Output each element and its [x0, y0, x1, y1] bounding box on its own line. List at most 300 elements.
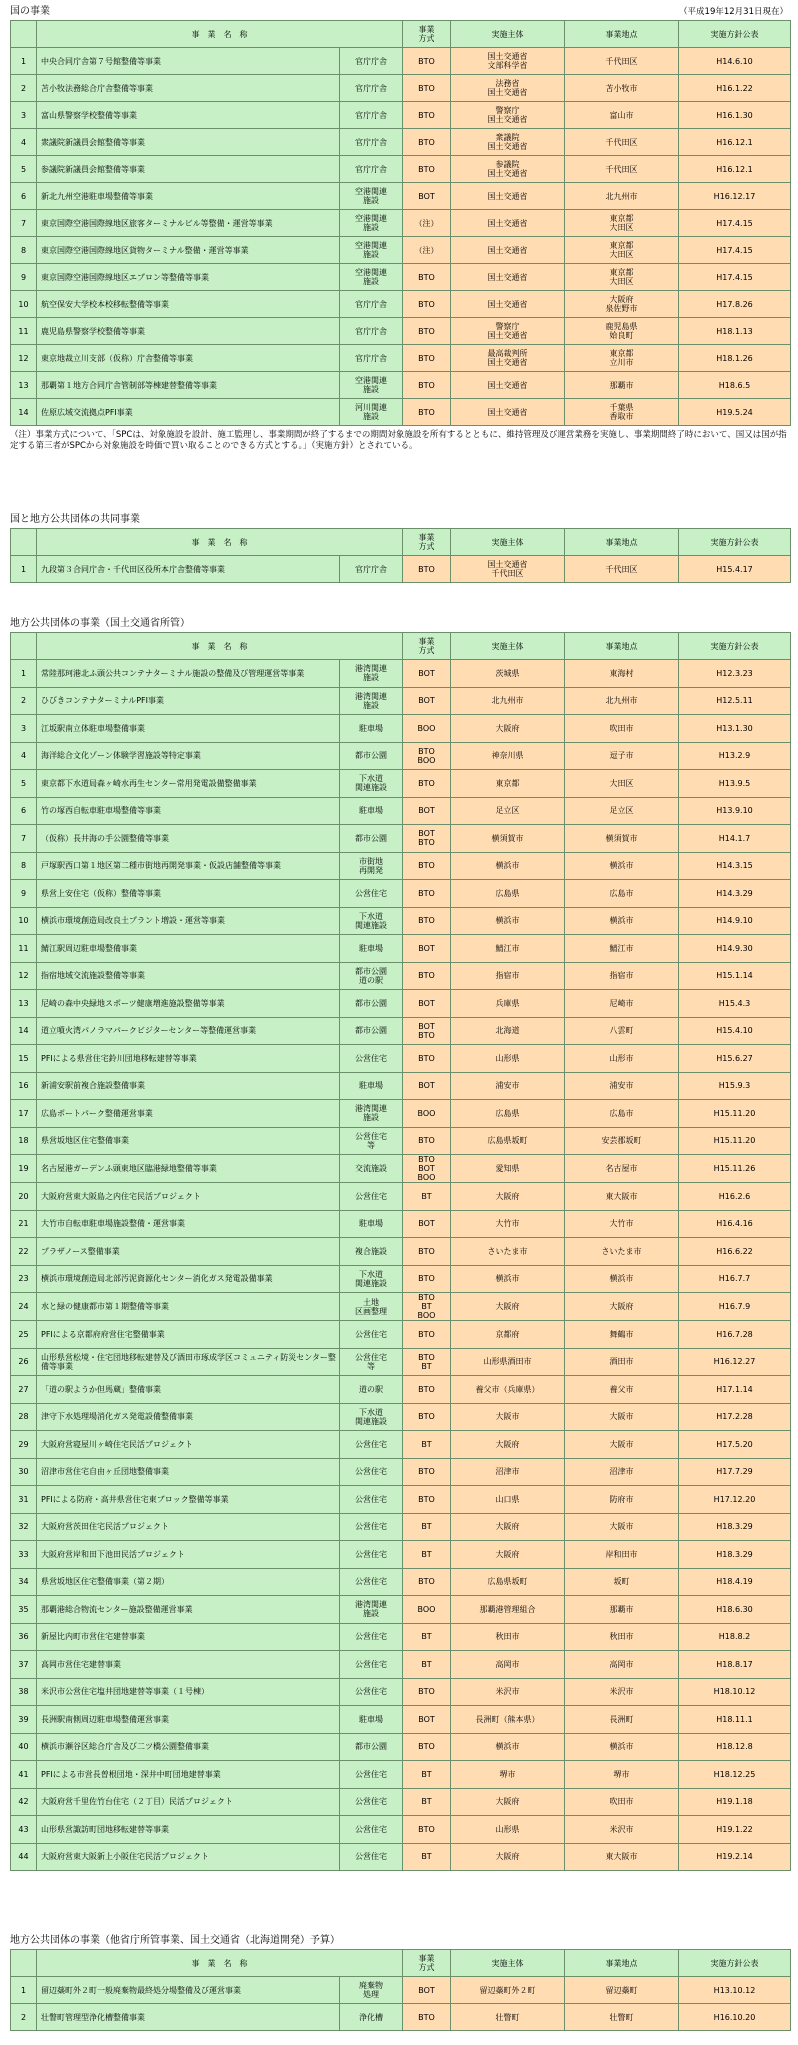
- project-name: 大阪府営茨田住宅民活プロジェクト: [37, 1513, 340, 1541]
- method: BT: [403, 1623, 451, 1651]
- project-name: 富山県警察学校整備等事業: [37, 102, 340, 129]
- row-number: 41: [11, 1761, 37, 1789]
- implementing-body: さいたま市: [451, 1238, 565, 1266]
- category: 公営住宅 等: [340, 1127, 403, 1155]
- row-number: 18: [11, 1127, 37, 1155]
- location: 堺市: [565, 1761, 679, 1789]
- header-name: 事 業 名 称: [37, 633, 403, 660]
- announce-date: H14.1.7: [679, 825, 791, 853]
- method: BTO: [403, 1678, 451, 1706]
- method: BTO: [403, 318, 451, 345]
- implementing-body: 広島県: [451, 880, 565, 908]
- method: BTO: [403, 1486, 451, 1514]
- location: 東京都 大田区: [565, 210, 679, 237]
- table-row: [11, 1127, 791, 1155]
- table-row: [11, 156, 791, 183]
- location: 長洲町: [565, 1706, 679, 1734]
- implementing-body: 北海道: [451, 1017, 565, 1045]
- row-number: 9: [11, 880, 37, 908]
- implementing-body: 参議院 国土交通省: [451, 156, 565, 183]
- header-place: 事業地点: [565, 529, 679, 556]
- header-body: 実施主体: [451, 21, 565, 48]
- location: 沼津市: [565, 1458, 679, 1486]
- location: 山形市: [565, 1045, 679, 1073]
- location: 米沢市: [565, 1816, 679, 1844]
- location: 吹田市: [565, 715, 679, 743]
- implementing-body: 大阪府: [451, 1431, 565, 1459]
- location: 千代田区: [565, 129, 679, 156]
- method: BTO: [403, 75, 451, 102]
- announce-date: H15.4.17: [679, 556, 791, 583]
- implementing-body: 指宿市: [451, 962, 565, 990]
- category: 土地 区画整理: [340, 1293, 403, 1321]
- method: BOO: [403, 715, 451, 743]
- project-name: 指宿地域交流施設整備等事業: [37, 962, 340, 990]
- announce-date: H18.10.12: [679, 1678, 791, 1706]
- announce-date: H13.9.5: [679, 770, 791, 798]
- row-number: 4: [11, 129, 37, 156]
- header-name: 事 業 名 称: [37, 21, 403, 48]
- announce-date: H15.4.3: [679, 990, 791, 1018]
- national-section: [0, 4, 798, 452]
- location: 坂町: [565, 1568, 679, 1596]
- location: 吹田市: [565, 1788, 679, 1816]
- table-row: [11, 399, 791, 426]
- location: 八雲町: [565, 1017, 679, 1045]
- method: BOT BTO: [403, 825, 451, 853]
- section-title: [0, 512, 798, 528]
- location: 岸和田市: [565, 1541, 679, 1569]
- implementing-body: 堺市: [451, 1761, 565, 1789]
- category: 駐車場: [340, 1072, 403, 1100]
- project-name: 戸塚駅西口第１地区第二種市街地再開発事業・仮設店舗整備等事業: [37, 852, 340, 880]
- row-number: 38: [11, 1678, 37, 1706]
- project-name: 鹿児島県警察学校整備等事業: [37, 318, 340, 345]
- location: 北九州市: [565, 183, 679, 210]
- method: BOT: [403, 797, 451, 825]
- row-number: 6: [11, 183, 37, 210]
- implementing-body: 鯖江市: [451, 935, 565, 963]
- method: BTO: [403, 556, 451, 583]
- method: BOT: [403, 1706, 451, 1734]
- table-row: [11, 183, 791, 210]
- national-table: [10, 20, 791, 426]
- announce-date: H16.2.6: [679, 1183, 791, 1211]
- table-row: [11, 825, 791, 853]
- row-number: 2: [11, 2004, 37, 2031]
- method: BTO BT BOO: [403, 1293, 451, 1321]
- row-number: 33: [11, 1541, 37, 1569]
- table-row: [11, 1321, 791, 1349]
- table-row: [11, 1017, 791, 1045]
- category: 官庁庁舎: [340, 75, 403, 102]
- announce-date: H16.6.22: [679, 1238, 791, 1266]
- implementing-body: 京都府: [451, 1321, 565, 1349]
- project-name: 東京地裁立川支部（仮称）庁舎整備等事業: [37, 345, 340, 372]
- header-method: 事業 方式: [403, 1950, 451, 1977]
- row-number: 24: [11, 1293, 37, 1321]
- row-number: 21: [11, 1210, 37, 1238]
- location: 留辺蘂町: [565, 1977, 679, 2004]
- table-row: [11, 48, 791, 75]
- project-name: 苫小牧法務総合庁舎整備等事業: [37, 75, 340, 102]
- category: 公営住宅: [340, 1431, 403, 1459]
- method: BOT: [403, 660, 451, 688]
- method: BT: [403, 1541, 451, 1569]
- location: 横浜市: [565, 907, 679, 935]
- location: 千葉県 香取市: [565, 399, 679, 426]
- method: BTO: [403, 372, 451, 399]
- method: BOT: [403, 183, 451, 210]
- category: 都市公園: [340, 990, 403, 1018]
- joint-title: 国と地方公共団体の共同事業: [10, 514, 140, 525]
- table-row: [11, 291, 791, 318]
- implementing-body: 国土交通省: [451, 399, 565, 426]
- project-name: 山形県営松境・住宅団地移転建替及び酒田市琢成学区コミュニティ防災センター整備等事業: [37, 1348, 340, 1376]
- row-number: 14: [11, 1017, 37, 1045]
- implementing-body: 国土交通省 文部科学省: [451, 48, 565, 75]
- location: 舞鶴市: [565, 1321, 679, 1349]
- row-number: 36: [11, 1623, 37, 1651]
- table-row: [11, 1376, 791, 1404]
- location: 大阪市: [565, 1513, 679, 1541]
- location: 横須賀市: [565, 825, 679, 853]
- category: 官庁庁舎: [340, 102, 403, 129]
- category: 都市公園: [340, 1017, 403, 1045]
- category: 官庁庁舎: [340, 129, 403, 156]
- project-name: 中央合同庁舎第７号館整備等事業: [37, 48, 340, 75]
- category: 公営住宅: [340, 1788, 403, 1816]
- row-number: 43: [11, 1816, 37, 1844]
- location: 東京都 大田区: [565, 264, 679, 291]
- row-number: 19: [11, 1155, 37, 1183]
- announce-date: H18.11.1: [679, 1706, 791, 1734]
- category: 官庁庁舎: [340, 345, 403, 372]
- category: 空港関連 施設: [340, 372, 403, 399]
- row-number: 5: [11, 156, 37, 183]
- location: 大田区: [565, 770, 679, 798]
- table-row: [11, 852, 791, 880]
- table-header: [11, 1950, 791, 1977]
- row-number: 7: [11, 210, 37, 237]
- implementing-body: 東京都: [451, 770, 565, 798]
- method: BTO: [403, 852, 451, 880]
- location: 広島市: [565, 1100, 679, 1128]
- project-name: （仮称）長井海の手公園整備等事業: [37, 825, 340, 853]
- project-name: 広島ポートパーク整備運営事業: [37, 1100, 340, 1128]
- table-row: [11, 907, 791, 935]
- category: 都市公園: [340, 742, 403, 770]
- announce-date: H14.9.10: [679, 907, 791, 935]
- table-row: [11, 372, 791, 399]
- category: 公営住宅: [340, 1623, 403, 1651]
- header-body: 実施主体: [451, 529, 565, 556]
- table-row: [11, 75, 791, 102]
- row-number: 11: [11, 935, 37, 963]
- category: 公営住宅: [340, 1761, 403, 1789]
- implementing-body: 秋田市: [451, 1623, 565, 1651]
- project-name: 壮瞥町管理型浄化槽整備事業: [37, 2004, 340, 2031]
- project-name: 大阪府営東大阪新上小阪住宅民活プロジェクト: [37, 1843, 340, 1871]
- project-name: 横浜市瀬谷区総合庁舎及び二ツ橋公園整備事業: [37, 1733, 340, 1761]
- row-number: 9: [11, 264, 37, 291]
- category: 公営住宅: [340, 1541, 403, 1569]
- category: 空港関連 施設: [340, 210, 403, 237]
- announce-date: H17.4.15: [679, 264, 791, 291]
- header-no: [11, 529, 37, 556]
- project-name: 那覇第１地方合同庁舎管制部等棟建替整備等事業: [37, 372, 340, 399]
- method: BTO: [403, 1568, 451, 1596]
- project-name: ひびきコンテナターミナルPFI事業: [37, 687, 340, 715]
- row-number: 1: [11, 1977, 37, 2004]
- project-name: 鯖江駅周辺駐車場整備事業: [37, 935, 340, 963]
- announce-date: H16.7.9: [679, 1293, 791, 1321]
- announce-date: H14.6.10: [679, 48, 791, 75]
- table-row: [11, 742, 791, 770]
- table-row: [11, 264, 791, 291]
- method: BT: [403, 1183, 451, 1211]
- header-date: 実施方針公表: [679, 529, 791, 556]
- location: 鯖江市: [565, 935, 679, 963]
- method: BTO: [403, 880, 451, 908]
- method: BTO: [403, 399, 451, 426]
- project-name: 県営坂地区住宅整備事業（第２期）: [37, 1568, 340, 1596]
- method: BTO: [403, 1403, 451, 1431]
- announce-date: H15.1.14: [679, 962, 791, 990]
- category: 公営住宅: [340, 1678, 403, 1706]
- header-no: [11, 21, 37, 48]
- row-number: 37: [11, 1651, 37, 1679]
- table-row: [11, 1072, 791, 1100]
- table-row: [11, 990, 791, 1018]
- row-number: 3: [11, 715, 37, 743]
- location: 足立区: [565, 797, 679, 825]
- category: 公営住宅: [340, 1045, 403, 1073]
- category: 下水道 関連施設: [340, 770, 403, 798]
- announce-date: H16.12.1: [679, 129, 791, 156]
- category: 官庁庁舎: [340, 48, 403, 75]
- implementing-body: 山形県: [451, 1045, 565, 1073]
- implementing-body: 壮瞥町: [451, 2004, 565, 2031]
- category: 公営住宅 等: [340, 1348, 403, 1376]
- project-name: 東京都下水道局森ヶ崎水再生センター常用発電設備整備事業: [37, 770, 340, 798]
- implementing-body: 大阪府: [451, 1788, 565, 1816]
- announce-date: H19.5.24: [679, 399, 791, 426]
- row-number: 2: [11, 75, 37, 102]
- implementing-body: 神奈川県: [451, 742, 565, 770]
- row-number: 27: [11, 1376, 37, 1404]
- implementing-body: 那覇港管理組合: [451, 1596, 565, 1624]
- category: 官庁庁舎: [340, 556, 403, 583]
- table-row: [11, 687, 791, 715]
- table-row: [11, 210, 791, 237]
- location: 鹿児島県 姶良町: [565, 318, 679, 345]
- category: 公営住宅: [340, 1651, 403, 1679]
- table-header: [11, 21, 791, 48]
- announce-date: H18.1.13: [679, 318, 791, 345]
- project-name: 東京国際空港国際線地区エプロン等整備等事業: [37, 264, 340, 291]
- method: BOT: [403, 687, 451, 715]
- table-row: [11, 129, 791, 156]
- category: 公営住宅: [340, 1843, 403, 1871]
- row-number: 3: [11, 102, 37, 129]
- table-row: [11, 660, 791, 688]
- announce-date: H17.8.26: [679, 291, 791, 318]
- row-number: 6: [11, 797, 37, 825]
- location: 苫小牧市: [565, 75, 679, 102]
- method: BTO BOT BOO: [403, 1155, 451, 1183]
- category: 廃棄物 処理: [340, 1977, 403, 2004]
- project-name: 高岡市営住宅建替事業: [37, 1651, 340, 1679]
- category: 公営住宅: [340, 1568, 403, 1596]
- header-name: 事 業 名 称: [37, 1950, 403, 1977]
- category: 港湾関連 施設: [340, 1100, 403, 1128]
- project-name: 名古屋港ガーデンふ頭東地区臨港緑地整備等事業: [37, 1155, 340, 1183]
- location: 大阪府: [565, 1293, 679, 1321]
- method: BTO: [403, 1045, 451, 1073]
- row-number: 44: [11, 1843, 37, 1871]
- method: BT: [403, 1843, 451, 1871]
- project-name: 県営上安住宅（仮称）整備等事業: [37, 880, 340, 908]
- method: BT: [403, 1651, 451, 1679]
- row-number: 13: [11, 372, 37, 399]
- announce-date: H19.1.18: [679, 1788, 791, 1816]
- local-title: 地方公共団体の事業（国土交通省所管）: [10, 618, 190, 629]
- implementing-body: 国土交通省 千代田区: [451, 556, 565, 583]
- category: 官庁庁舎: [340, 156, 403, 183]
- project-name: 大阪府営寝屋川ヶ崎住宅民活プロジェクト: [37, 1431, 340, 1459]
- announce-date: H19.1.22: [679, 1816, 791, 1844]
- implementing-body: 警察庁 国土交通省: [451, 102, 565, 129]
- row-number: 7: [11, 825, 37, 853]
- row-number: 32: [11, 1513, 37, 1541]
- implementing-body: 横浜市: [451, 852, 565, 880]
- project-name: 大阪府営千里佐竹台住宅（２丁目）民活プロジェクト: [37, 1788, 340, 1816]
- announce-date: H18.6.30: [679, 1596, 791, 1624]
- table-row: [11, 1403, 791, 1431]
- announce-date: H16.4.16: [679, 1210, 791, 1238]
- row-number: 1: [11, 660, 37, 688]
- implementing-body: 山形県: [451, 1816, 565, 1844]
- table-row: [11, 1486, 791, 1514]
- implementing-body: 山口県: [451, 1486, 565, 1514]
- table-row: [11, 1045, 791, 1073]
- category: 公営住宅: [340, 1486, 403, 1514]
- implementing-body: 大阪府: [451, 715, 565, 743]
- announce-date: H15.11.20: [679, 1127, 791, 1155]
- category: 空港関連 施設: [340, 237, 403, 264]
- location: 指宿市: [565, 962, 679, 990]
- table-row: [11, 1458, 791, 1486]
- project-name: 米沢市公営住宅塩井団地建替等事業（１号棟）: [37, 1678, 340, 1706]
- row-number: 26: [11, 1348, 37, 1376]
- category: 公営住宅: [340, 1458, 403, 1486]
- project-name: 衆議院新議員会館整備等事業: [37, 129, 340, 156]
- table-row: [11, 715, 791, 743]
- table-row: [11, 1761, 791, 1789]
- table-row: [11, 1155, 791, 1183]
- implementing-body: 大阪府: [451, 1843, 565, 1871]
- project-name: 海洋総合文化ゾーン体験学習施設等特定事業: [37, 742, 340, 770]
- location: 広島市: [565, 880, 679, 908]
- row-number: 31: [11, 1486, 37, 1514]
- announce-date: H17.5.20: [679, 1431, 791, 1459]
- location: 秋田市: [565, 1623, 679, 1651]
- table-row: [11, 1100, 791, 1128]
- announce-date: H14.3.15: [679, 852, 791, 880]
- location: 大阪府 泉佐野市: [565, 291, 679, 318]
- table-row: [11, 1977, 791, 2004]
- location: 安芸郡坂町: [565, 1127, 679, 1155]
- project-name: 那覇港総合物流センター施設整備運営事業: [37, 1596, 340, 1624]
- implementing-body: 高岡市: [451, 1651, 565, 1679]
- row-number: 34: [11, 1568, 37, 1596]
- row-number: 12: [11, 345, 37, 372]
- announce-date: H17.7.29: [679, 1458, 791, 1486]
- header-method: 事業 方式: [403, 633, 451, 660]
- row-number: 23: [11, 1265, 37, 1293]
- row-number: 16: [11, 1072, 37, 1100]
- location: 壮瞥町: [565, 2004, 679, 2031]
- method: BOT: [403, 1210, 451, 1238]
- implementing-body: 法務省 国土交通省: [451, 75, 565, 102]
- method: BOT: [403, 935, 451, 963]
- implementing-body: 衆議院 国土交通省: [451, 129, 565, 156]
- table-row: [11, 880, 791, 908]
- table-row: [11, 1568, 791, 1596]
- category: 下水道 関連施設: [340, 1403, 403, 1431]
- implementing-body: 足立区: [451, 797, 565, 825]
- category: 駐車場: [340, 935, 403, 963]
- category: 駐車場: [340, 797, 403, 825]
- project-name: 佐原広域交流拠点PFI事業: [37, 399, 340, 426]
- project-name: 東京国際空港国際線地区貨物ターミナル整備・運営等事業: [37, 237, 340, 264]
- category: 官庁庁舎: [340, 318, 403, 345]
- announce-date: H12.3.23: [679, 660, 791, 688]
- location: 千代田区: [565, 156, 679, 183]
- table-row: [11, 345, 791, 372]
- category: 複合施設: [340, 1238, 403, 1266]
- project-name: 「道の駅ようか但馬蔵」整備事業: [37, 1376, 340, 1404]
- other-section: [0, 1933, 798, 2031]
- location: 高岡市: [565, 1651, 679, 1679]
- location: 酒田市: [565, 1348, 679, 1376]
- implementing-body: 横須賀市: [451, 825, 565, 853]
- local-table: [10, 632, 791, 1871]
- location: 養父市: [565, 1376, 679, 1404]
- category: 下水道 関連施設: [340, 1265, 403, 1293]
- header-no: [11, 1950, 37, 1977]
- implementing-body: 大阪府: [451, 1541, 565, 1569]
- method: BOO: [403, 1596, 451, 1624]
- header-place: 事業地点: [565, 1950, 679, 1977]
- location: 那覇市: [565, 1596, 679, 1624]
- project-name: 道立噴火湾パノラマパークビジターセンター等整備運営事業: [37, 1017, 340, 1045]
- row-number: 10: [11, 291, 37, 318]
- implementing-body: 沼津市: [451, 1458, 565, 1486]
- implementing-body: 国土交通省: [451, 264, 565, 291]
- header-method: 事業 方式: [403, 21, 451, 48]
- project-name: 常陸那珂港北ふ頭公共コンテナターミナル施設の整備及び管理運営等事業: [37, 660, 340, 688]
- implementing-body: 長洲町（熊本県）: [451, 1706, 565, 1734]
- announce-date: H16.1.22: [679, 75, 791, 102]
- location: 横浜市: [565, 852, 679, 880]
- announce-date: H16.12.1: [679, 156, 791, 183]
- location: 富山市: [565, 102, 679, 129]
- table-row: [11, 1210, 791, 1238]
- announce-date: H18.1.26: [679, 345, 791, 372]
- implementing-body: 愛知県: [451, 1155, 565, 1183]
